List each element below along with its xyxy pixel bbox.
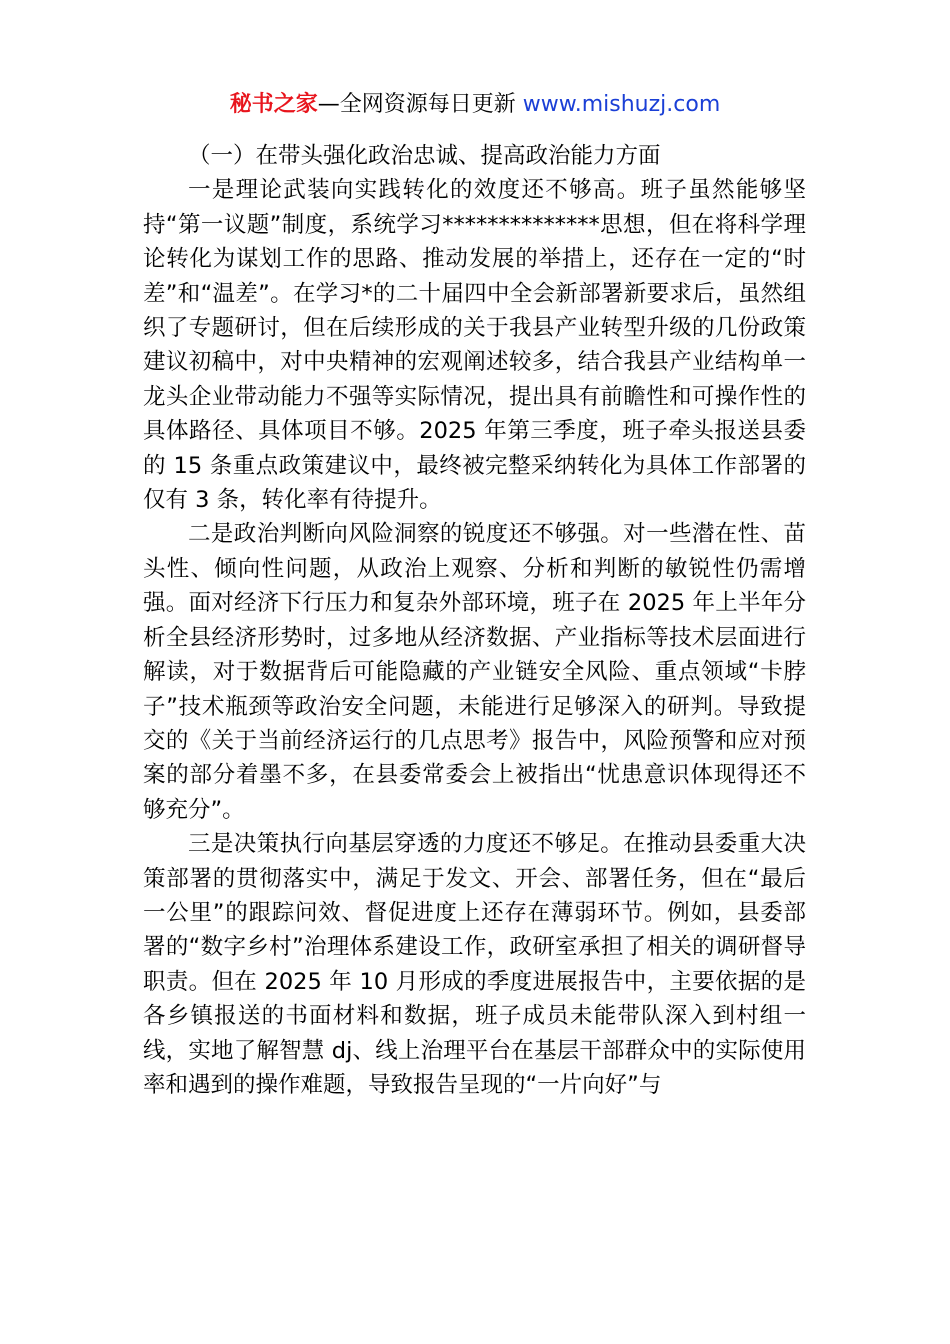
brand-name: 秘书之家 — [229, 92, 318, 117]
document-body — [143, 139, 806, 1102]
banner-tagline: —全网资源每日更新 — [317, 92, 523, 117]
paragraph-decision-execution: 三是决策执行向基层穿透的力度还不够足。在推动县委重大决策部署的贯彻落实中，满足于发文、开会、部署任务，但在“最后一公里”的跟踪问效、督促进度上还存在薄弱环节。例如，县委部署的“数字乡村”治理体系建设工作，政研室承担了相关的调研督导职责。但在 2025 年 10 月形成的季度进展报告中，主要依据的是各乡镇报送的书面材料和数据，班子成员未能带队深入到村组一线，实地了解智慧 dj、线上治理平台在基层干部群众中的实际使用率和遇到的操作难题，导致报告呈现的“一片向好”与 — [143, 831, 806, 1098]
site-url-link[interactable]: www.mishuzj.com — [522, 92, 721, 117]
paragraph-theory-practice: 一是理论武装向实践转化的效度还不够高。班子虽然能够坚持“第一议题”制度，系统学习**************思想，但在将科学理论转化为谋划工作的思路、推动发展的举措上，还存在一定的“时差”和“温差”。在学习*的二十届四中全会新部署新要求后，虽然组织了专题研讨，但在后续形成的关于我县产业转型升级的几份政策建议初稿中，对中央精神的宏观阐述较多，结合我县产业结构单一龙头企业带动能力不强等实际情况，提出具有前瞻性和可操作性的具体路径、具体项目不够。2025 年第三季度，班子牵头报送县委的 15 条重点政策建议中，最终被完整采纳转化为具体工作部署的仅有 3 条，转化率有待提升。 — [143, 177, 806, 514]
section-heading: （一）在带头强化政治忠诚、提高政治能力方面 — [188, 143, 661, 169]
paragraph-political-judgment: 二是政治判断向风险洞察的锐度还不够强。对一些潜在性、苗头性、倾向性问题，从政治上观察、分析和判断的敏锐性仍需增强。面对经济下行压力和复杂外部环境，班子在 2025 年上半年分析全县经济形势时，过多地从经济数据、产业指标等技术层面进行解读，对于数据背后可能隐藏的产业链安全风险、重点领域“卡脖子”技术瓶颈等政治安全问题，未能进行足够深入的研判。导致提交的《关于当前经济运行的几点思考》报告中，风险预警和应对预案的部分着墨不多，在县委常委会上被指出“忧患意识体现得还不够充分”。 — [143, 521, 806, 823]
site-banner — [0, 88, 950, 122]
